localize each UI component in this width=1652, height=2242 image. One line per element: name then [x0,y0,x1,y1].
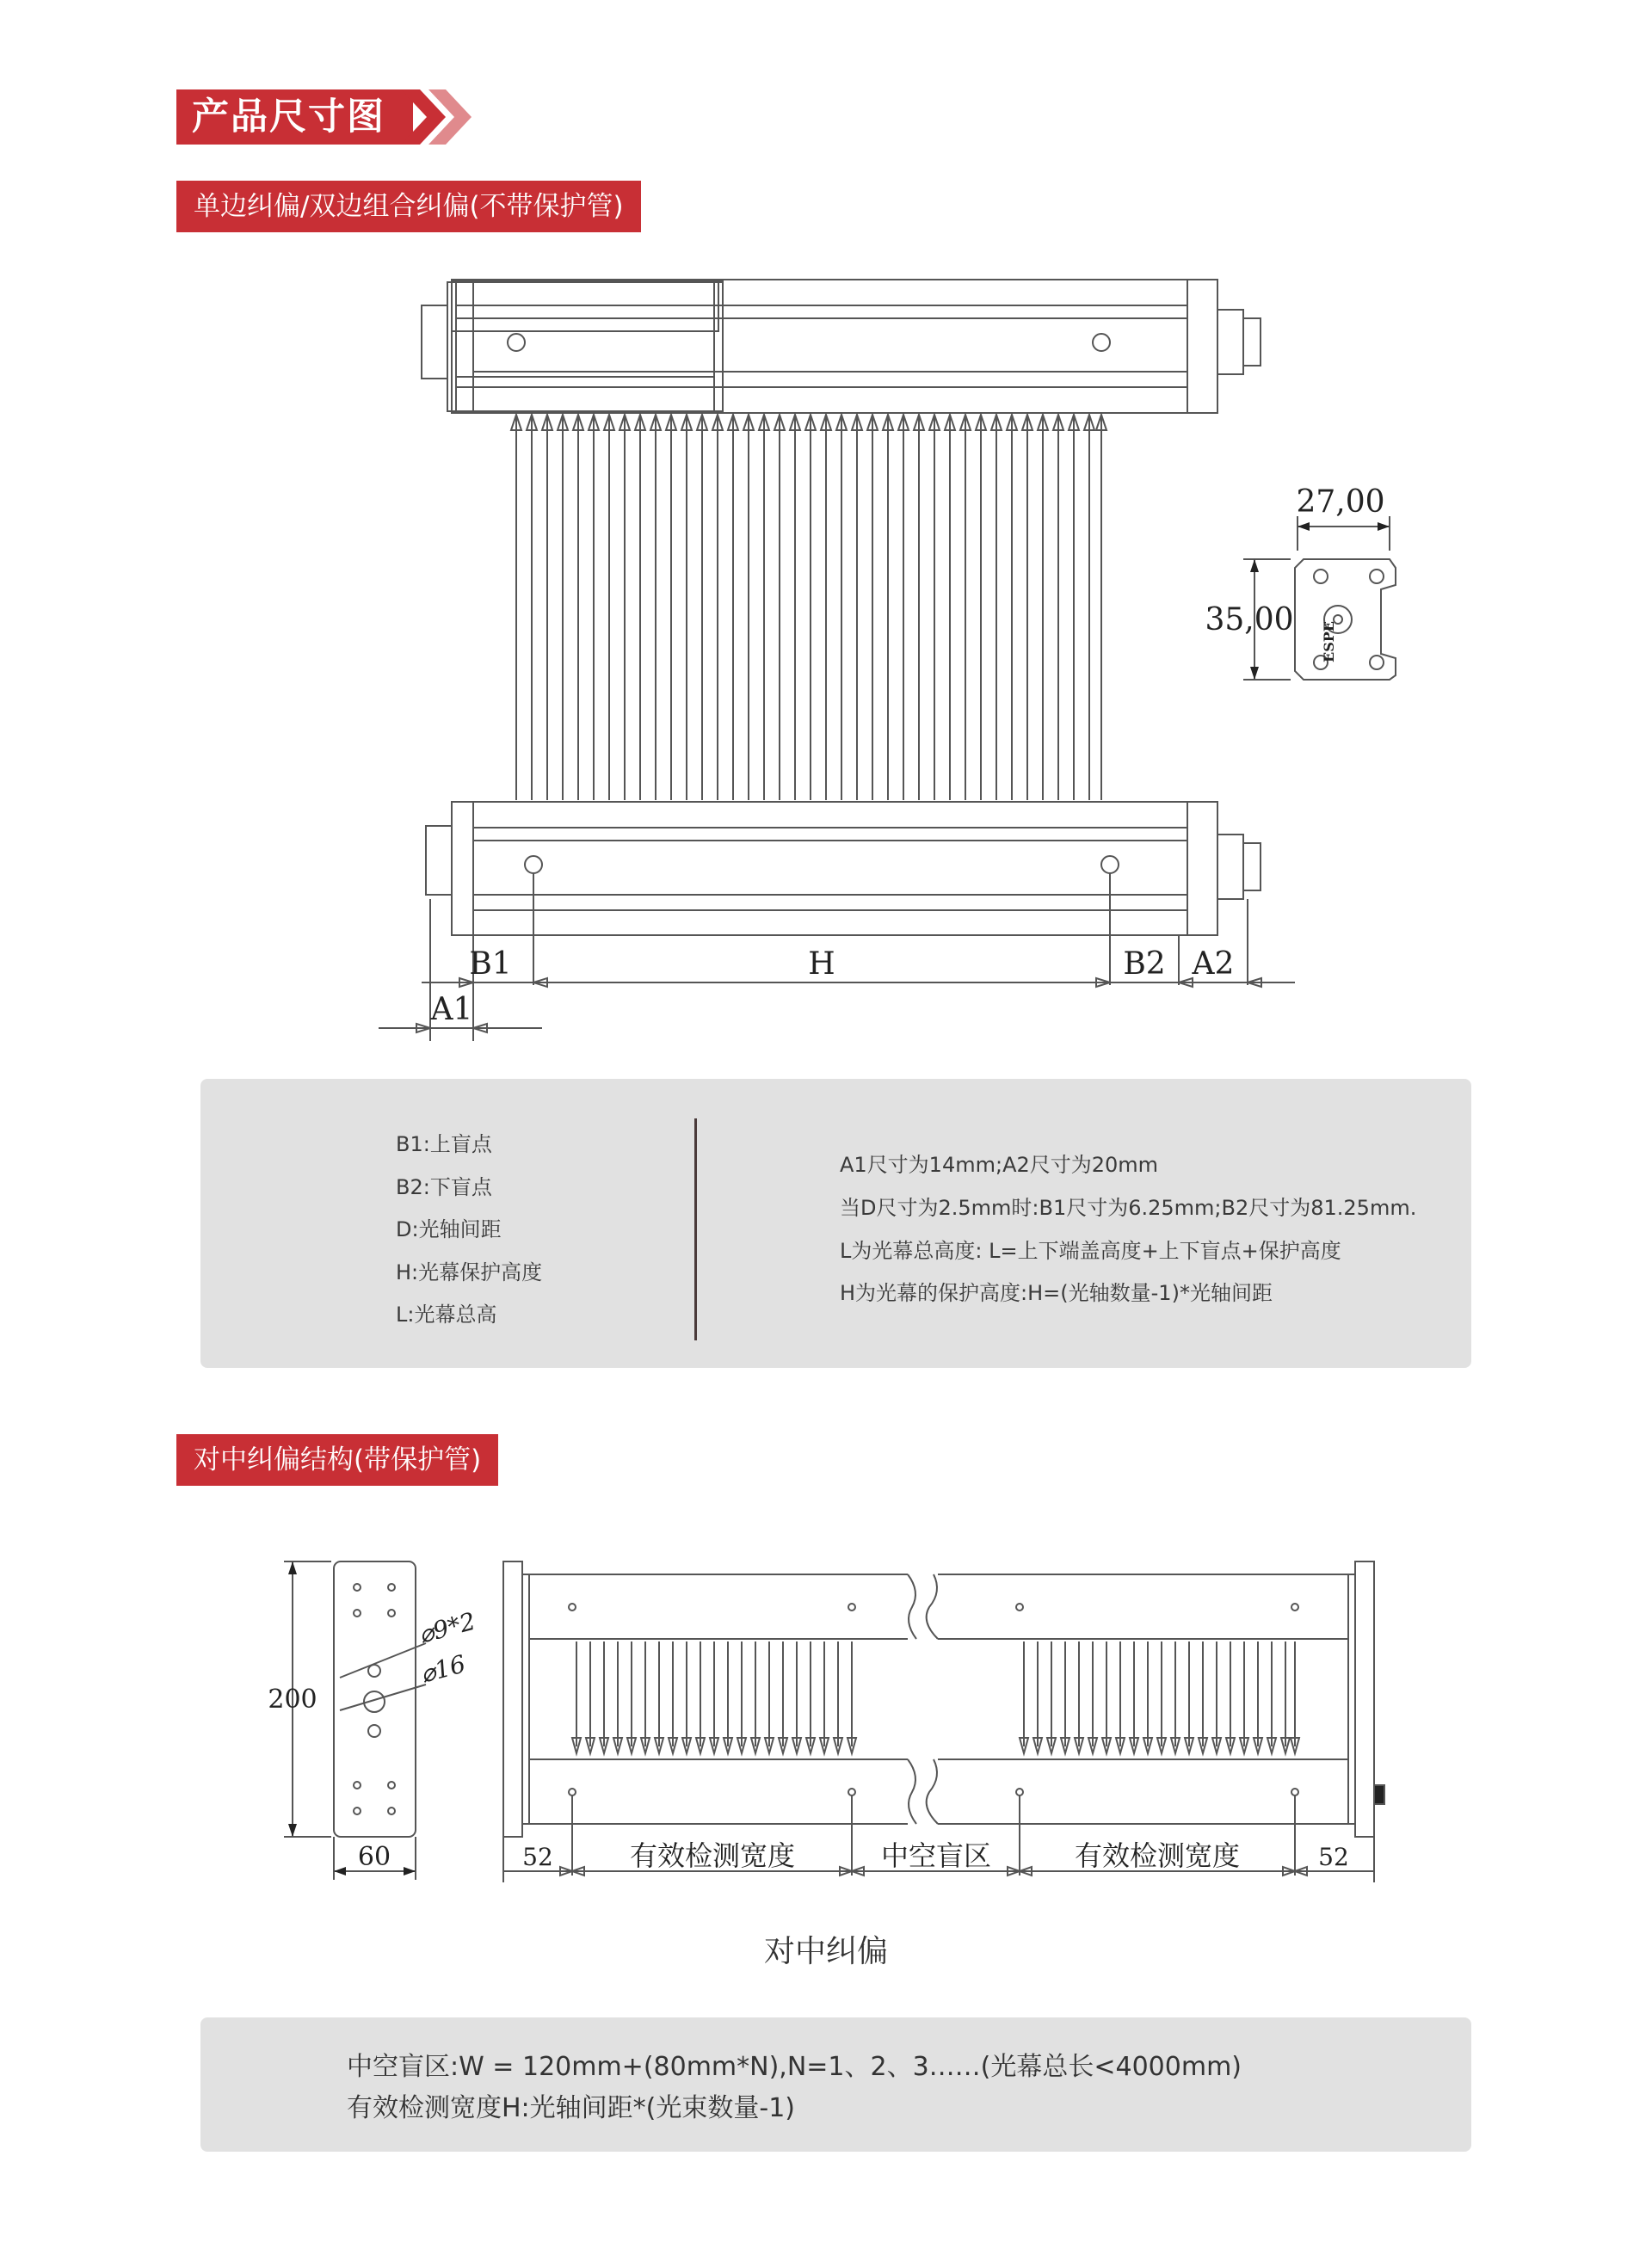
dim-b2-label: B2 [1123,946,1166,982]
legend-panel [200,1079,1471,1368]
legend-item: B1:上盲点 [396,1132,492,1156]
light-beams [516,417,1101,800]
legend-note: L为光幕总高度: L=上下端盖高度+上下盲点+保护高度 [840,1239,1341,1263]
espe-logo-text: ESPE [1321,621,1337,662]
section1-subtitle: 单边纠偏/双边组合纠偏(不带保护管) [176,181,641,232]
profile-detail-drawing [1196,469,1428,693]
dim-a1-label: A1 [430,992,473,1027]
figure-caption: 对中纠偏 [763,1934,888,1969]
hole-small-label: ⌀9*2 [416,1606,479,1649]
profile-width-label: 27,00 [1296,484,1385,520]
end-plate-drawing [258,1540,516,1901]
effective-width-right-label: 有效检测宽度 [1074,1839,1241,1872]
panel-divider [694,1118,697,1340]
legend-note: H为光幕的保护高度:H=(光轴数量-1)*光轴间距 [840,1281,1273,1305]
legend-item: L:光幕总高 [396,1303,497,1327]
plate-width-label: 60 [357,1842,391,1872]
right-margin-label: 52 [1318,1843,1349,1871]
hollow-blind-label: 中空盲区 [880,1839,992,1872]
legend-note: A1尺寸为14mm;A2尺寸为20mm [840,1153,1159,1177]
profile-height-label: 35,00 [1205,602,1294,637]
dim-a2-label: A2 [1192,946,1235,982]
legend-item: H:光幕保护高度 [396,1260,543,1284]
dim-h-label: H [808,946,835,982]
formula-line: 有效检测宽度H:光轴间距*(光束数量-1) [347,2093,795,2123]
legend-note: 当D尺寸为2.5mm时:B1尺寸为6.25mm;B2尺寸为81.25mm. [840,1196,1417,1220]
beam-arrowheads [511,415,1106,430]
legend-item: B2:下盲点 [396,1175,492,1199]
dim-b1-label: B1 [469,946,512,982]
formula-panel [200,2017,1471,2152]
chevron-right-icon [401,89,478,145]
left-margin-label: 52 [522,1843,553,1871]
effective-width-left-label: 有效检测宽度 [629,1839,796,1872]
section2-subtitle: 对中纠偏结构(带保护管) [176,1434,498,1486]
section-title: 产品尺寸图 [176,89,413,145]
plate-height-label: 200 [268,1685,317,1715]
legend-item: D:光轴间距 [396,1217,502,1241]
centering-frame-drawing [490,1540,1411,1901]
hole-large-label: ⌀16 [417,1649,469,1689]
formula-line: 中空盲区:W = 120mm+(80mm*N),N=1、2、3……(光幕总长<4000mm) [347,2052,1242,2082]
